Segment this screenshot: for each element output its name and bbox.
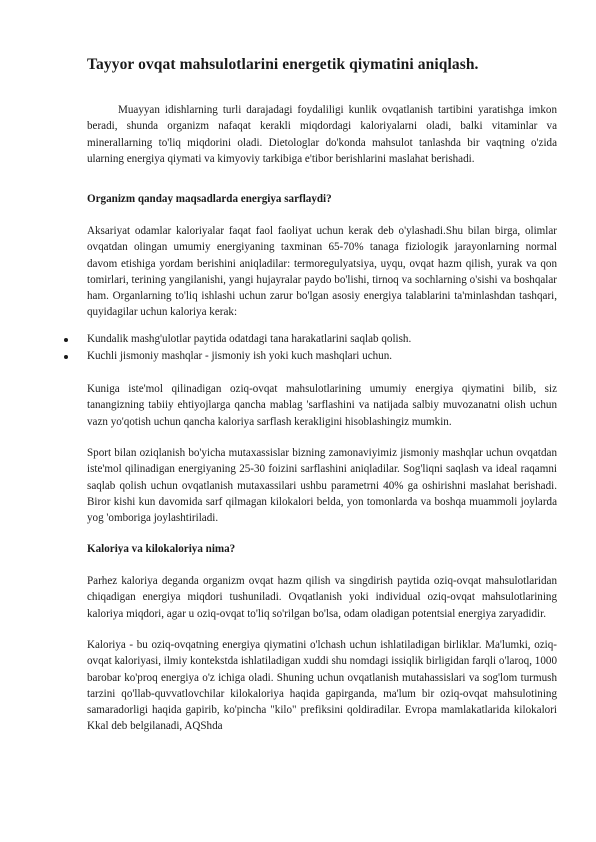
section-heading-calories: Kaloriya va kilokaloriya nima? — [87, 543, 236, 555]
paragraph-sport-nutrition: Sport bilan oziqlanish bo'yicha mutaxassislar bizning zamonaviyimiz jismoniy mashqlar uchun ovqatdan iste'mol qilinadigan energiyaning 25-30 foizini sarflashini aniqladilar. Sog'liqni saqlash va ideal raqamni saqlab qolish uchun ovqatlanish mutaxassilari ushbu parametrni 40% ga oshirishni maslahat berishadi. Biror kishi kun davomida sarf qilmagan kilokalori belda, yon tomonlarda va boshqa muammoli joylarda yog 'omboriga joylashtiriladi. — [87, 447, 557, 525]
bullet-icon — [64, 355, 68, 359]
section-heading-energy: Organizm qanday maqsadlarda energiya sarflaydi? — [87, 193, 332, 205]
intro-paragraph: Muayyan idishlarning turli darajadagi foydaliligi kunlik ovqatlanish tartibini yaratishga imkon beradi, shunda organizm nafaqat kerakli miqdordagi kaloriyalarni oladi, balki vitaminlar va minerallarning to'liq miqdorini oladi. Dietologlar do'konda mahsulot tanlashda bir vaqtning o'zida ularning energiya qiymati va kimyoviy tarkibiga e'tibor berishlarini maslahat berishadi. — [87, 104, 557, 165]
paragraph-calorie-units: Kaloriya - bu oziq-ovqatning energiya qiymatini o'lchash uchun ishlatiladigan birliklar. Ma'lumki, oziq-ovqat kaloriyasi, ilmiy kontekstda ishlatiladigan xuddi shu nomdagi issiqlik birligidan farqli o'laroq, 1000 barobar ko'proq energiya o'z ichiga oladi. Shuning uchun ovqatlanish mutahassislari va sog'lom turmush tarzini qo'llab-quvvatlovchilar kilokaloriya haqida gapirganda, ma'lum bir oziq-ovqat mahsulotining samaradorligi haqida gapirib, ko'pincha "kilo" prefiksini qoldiradilar. Evropa mamlakatlarida kilokalori Kkal deb belgilanadi, AQShda — [87, 639, 557, 733]
list-item-text: Kuchli jismoniy mashqlar - jismoniy ish yoki kuch mashqlari uchun. — [87, 350, 393, 362]
bullet-icon — [64, 338, 68, 342]
list-item — [64, 348, 557, 365]
paragraph-daily-intake: Kuniga iste'mol qilinadigan oziq-ovqat mahsulotlarining umumiy energiya qiymatini bilib, siz tanangizning tabiiy ehtiyojlarga qancha mablag 'sarflashini va natijada salbiy muvozanatni olish uchun vazn yo'qotish uchun qancha kaloriya sarflash kerakligini hisoblashingiz mumkin. — [87, 383, 557, 428]
list-item-text: Kundalik mashg'ulotlar paytida odatdagi tana harakatlarini saqlab qolish. — [87, 333, 412, 345]
bullet-list — [64, 331, 557, 365]
paragraph-energy-use: Aksariyat odamlar kaloriyalar faqat faol faoliyat uchun kerak deb o'ylashadi.Shu bilan birga, olimlar ovqatdan olingan umumiy energiyaning taxminan 65-70% tanaga fiziologik jarayonlarning normal davom etishiga yordam berishini aniqladilar: termoregulyatsiya, uyqu, ovqat hazm qilish, yurak va qon tomirlari, terining yangilanishi, yangi hujayralar paydo bo'lishi, tirnoq va sochlarning o'sishi va boshqalar ham. Organlarning to'liq ishlashi uchun zarur bo'lgan asosiy energiya talablarini ta'minlashdan tashqari, quyidagilar uchun kaloriya kerak: — [87, 225, 557, 319]
paragraph-diet-calorie: Parhez kaloriya deganda organizm ovqat hazm qilish va singdirish paytida oziq-ovqat mahsulotlaridan chiqadigan energiya miqdori tushuniladi. Ovqatlanish yoki individual oziq-ovqat mahsulotlarining kaloriya miqdori, agar u oziq-ovqat to'liq so'rilgan bo'lsa, odam oladigan potentsial energiya zaryadidir. — [87, 575, 557, 620]
list-item — [64, 331, 557, 348]
page-title: Tayyor ovqat mahsulotlarini energetik qiymatini aniqlash. — [87, 56, 479, 73]
